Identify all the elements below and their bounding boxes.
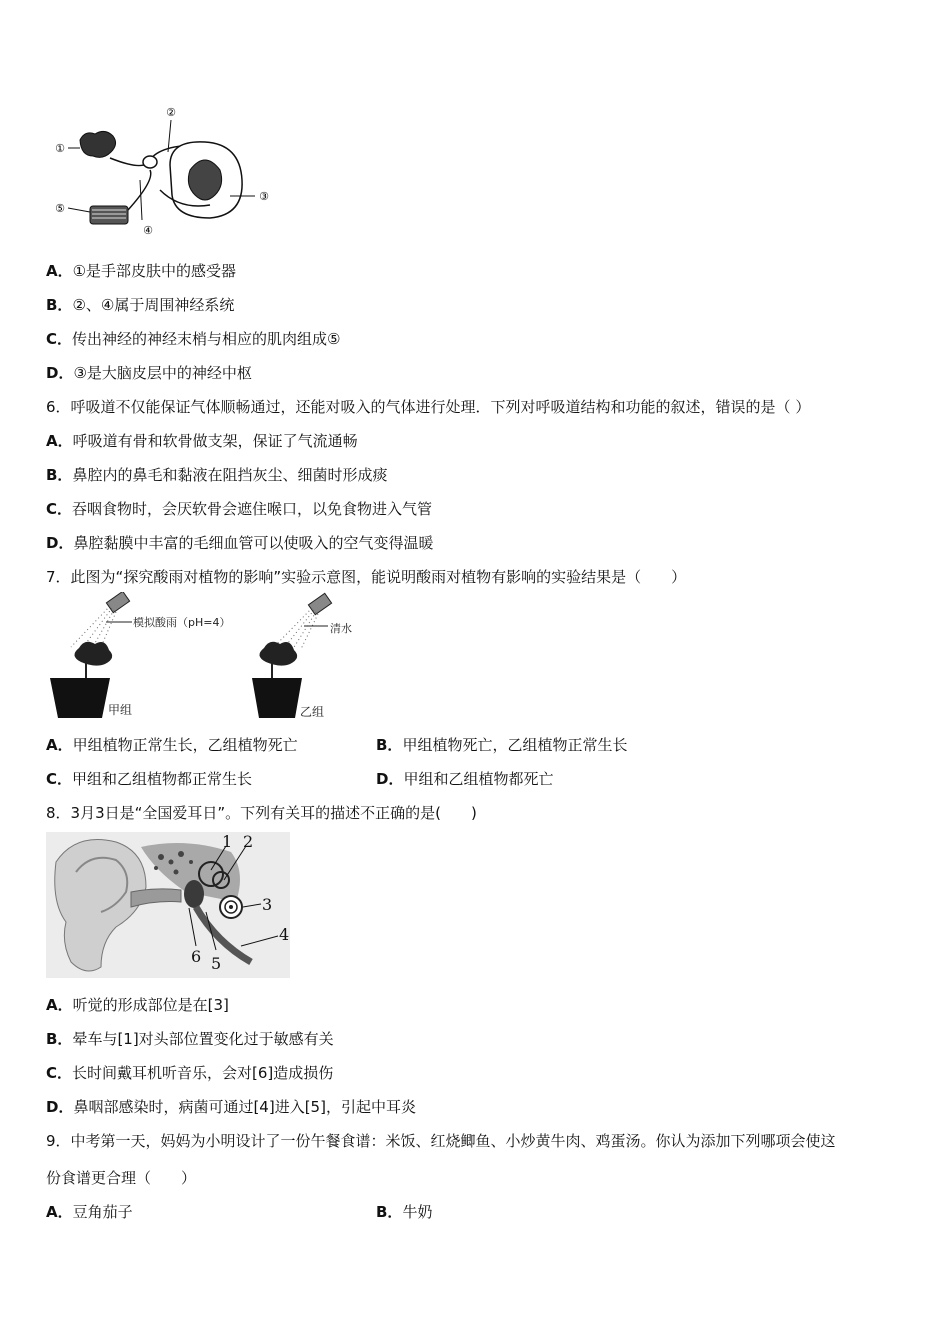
q9-option-b[interactable] [376, 1202, 432, 1222]
option-text: 豆角茄子 [72, 1203, 133, 1221]
ear-label-5: 5 [211, 954, 222, 973]
reflex-arc-figure [50, 100, 275, 245]
option-text: 牛奶 [402, 1203, 433, 1221]
q7-option-d[interactable] [376, 769, 553, 789]
option-letter: A． [46, 996, 73, 1014]
option-text: 鼻腔内的鼻毛和黏液在阻挡灰尘、细菌时形成痰 [72, 466, 388, 484]
option-letter: B． [46, 1030, 73, 1048]
option-text: 甲组植物死亡，乙组植物正常生长 [402, 736, 628, 754]
ear-label-3: 3 [262, 895, 273, 914]
option-text: 甲组植物正常生长，乙组植物死亡 [72, 736, 298, 754]
q9-stem-line2: 份食谱更合理（ ） [46, 1169, 197, 1187]
option-text: 甲组和乙组植物都正常生长 [72, 770, 253, 788]
option-text: 长时间戴耳机听音乐，会对[6]造成损伤 [72, 1064, 334, 1082]
ear-label-4: 4 [279, 925, 290, 944]
label-1: ① [55, 142, 65, 155]
q6-option-a[interactable] [46, 431, 358, 451]
ear-label-6: 6 [191, 947, 202, 966]
label-3: ③ [259, 190, 269, 203]
q6-option-d[interactable] [46, 533, 433, 553]
q8-option-c[interactable] [46, 1063, 333, 1083]
q6-option-b[interactable] [46, 465, 387, 485]
option-letter: D． [46, 534, 74, 552]
label-5: ⑤ [55, 202, 65, 215]
option-text: 鼻腔黏膜中丰富的毛细血管可以使吸入的空气变得温暖 [73, 534, 434, 552]
option-letter: A． [46, 736, 73, 754]
group-a-label: 甲组 [108, 703, 133, 717]
option-text: ②、④属于周围神经系统 [72, 296, 235, 314]
spray-b-label: 清水 [330, 622, 352, 635]
label-2: ② [166, 106, 176, 119]
q5-option-a[interactable] [46, 261, 236, 281]
ear-label-1: 1 [222, 832, 233, 851]
option-text: 吞咽食物时，会厌软骨会遮住喉口，以免食物进入气管 [72, 500, 433, 518]
ear-structure-figure [46, 832, 290, 978]
option-letter: B． [376, 1203, 403, 1221]
option-text: ③是大脑皮层中的神经中枢 [73, 364, 252, 382]
option-letter: D． [46, 364, 74, 382]
acid-rain-figure [46, 592, 366, 724]
q9-option-a[interactable] [46, 1202, 133, 1222]
option-letter: C． [46, 500, 73, 518]
option-text: 呼吸道有骨和软骨做支架，保证了气流通畅 [72, 432, 358, 450]
option-letter: D． [376, 770, 404, 788]
q8-option-b[interactable] [46, 1029, 334, 1049]
option-text: 传出神经的神经末梢与相应的肌肉组成⑤ [72, 330, 341, 348]
option-text: 听觉的形成部位是在[3] [72, 996, 229, 1014]
option-letter: D． [46, 1098, 74, 1116]
option-text: 鼻咽部感染时，病菌可通过[4]进入[5]，引起中耳炎 [73, 1098, 416, 1116]
option-letter: B． [376, 736, 403, 754]
option-letter: A． [46, 1203, 73, 1221]
q6-option-c[interactable] [46, 499, 432, 519]
option-letter: A． [46, 262, 73, 280]
q9-stem-line1: 9．中考第一天，妈妈为小明设计了一份午餐食谱：米饭、红烧鲫鱼、小炒黄牛肉、鸡蛋汤。你认为添加下列哪项会使这 [46, 1132, 836, 1150]
q7-option-c[interactable] [46, 769, 252, 789]
q7-stem: 7．此图为“探究酸雨对植物的影响”实验示意图，能说明酸雨对植物有影响的实验结果是（ ） [46, 568, 687, 586]
q7-option-b[interactable] [376, 735, 627, 755]
q8-stem: 8．3月3日是“全国爱耳日”。下列有关耳的描述不正确的是( ) [46, 804, 477, 822]
group-b-label: 乙组 [300, 705, 325, 719]
option-letter: C． [46, 1064, 73, 1082]
q5-option-c[interactable] [46, 329, 340, 349]
label-4: ④ [143, 224, 153, 237]
option-text: 晕车与[1]对头部位置变化过于敏感有关 [72, 1030, 334, 1048]
ear-label-2: 2 [243, 832, 254, 851]
option-text: 甲组和乙组植物都死亡 [403, 770, 554, 788]
option-letter: A． [46, 432, 73, 450]
option-text: ①是手部皮肤中的感受器 [72, 262, 237, 280]
q8-option-d[interactable] [46, 1097, 416, 1117]
option-letter: C． [46, 770, 73, 788]
option-letter: C． [46, 330, 73, 348]
option-letter: B． [46, 296, 73, 314]
q5-option-b[interactable] [46, 295, 234, 315]
option-letter: B． [46, 466, 73, 484]
q8-option-a[interactable] [46, 995, 229, 1015]
q5-option-d[interactable] [46, 363, 252, 383]
q6-stem: 6．呼吸道不仅能保证气体顺畅通过，还能对吸入的气体进行处理．下列对呼吸道结构和功能的叙述，错误的是（ ） [46, 398, 811, 416]
spray-a-label: 模拟酸雨（pH=4） [133, 616, 231, 629]
q7-option-a[interactable] [46, 735, 298, 755]
